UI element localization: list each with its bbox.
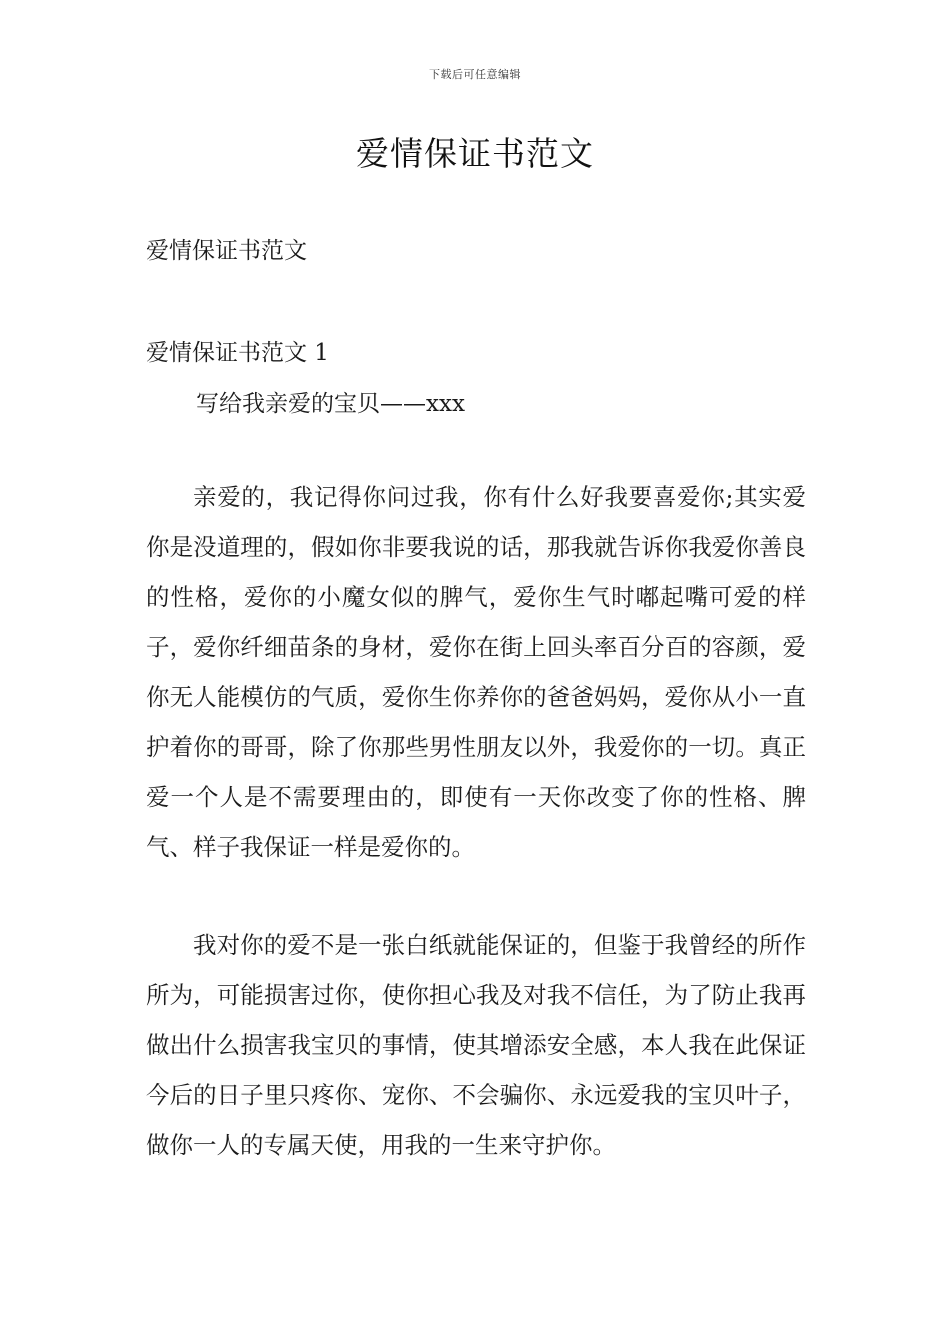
salutation-line: 写给我亲爱的宝贝——xxx xyxy=(196,391,465,417)
section-heading: 爱情保证书范文 1 xyxy=(146,340,329,366)
body-paragraph: 亲爱的，我记得你问过我，你有什么好我要喜爱你;其实爱你是没道理的，假如你非要我说的话，那我就告诉你我爱你善良的性格，爱你的小魔女似的脾气，爱你生气时嘟起嘴可爱的样子，爱你纤细苗条的身材，爱你在街上回头率百分百的容颜，爱你无人能模仿的气质，爱你生你养你的爸爸妈妈，爱你从小一直护着你的哥哥，除了你那些男性朋友以外，我爱你的一切。真正爱一个人是不需要理由的，即使有一天你改变了你的性格、脾气、样子我保证一样是爱你的。 xyxy=(146,483,806,861)
header-note: 下载后可任意编辑 xyxy=(429,68,521,81)
body-paragraph: 我对你的爱不是一张白纸就能保证的，但鉴于我曾经的所作所为，可能损害过你，使你担心我及对我不信任，为了防止我再做出什么损害我宝贝的事情，使其增添安全感，本人我在此保证今后的日子里只疼你、宠你、不会骗你、永远爱我的宝贝叶子，做你一人的专属天使，用我的一生来守护你。 xyxy=(146,931,806,1159)
document-title: 爱情保证书范文 xyxy=(356,134,594,173)
document-subtitle: 爱情保证书范文 xyxy=(146,238,307,264)
